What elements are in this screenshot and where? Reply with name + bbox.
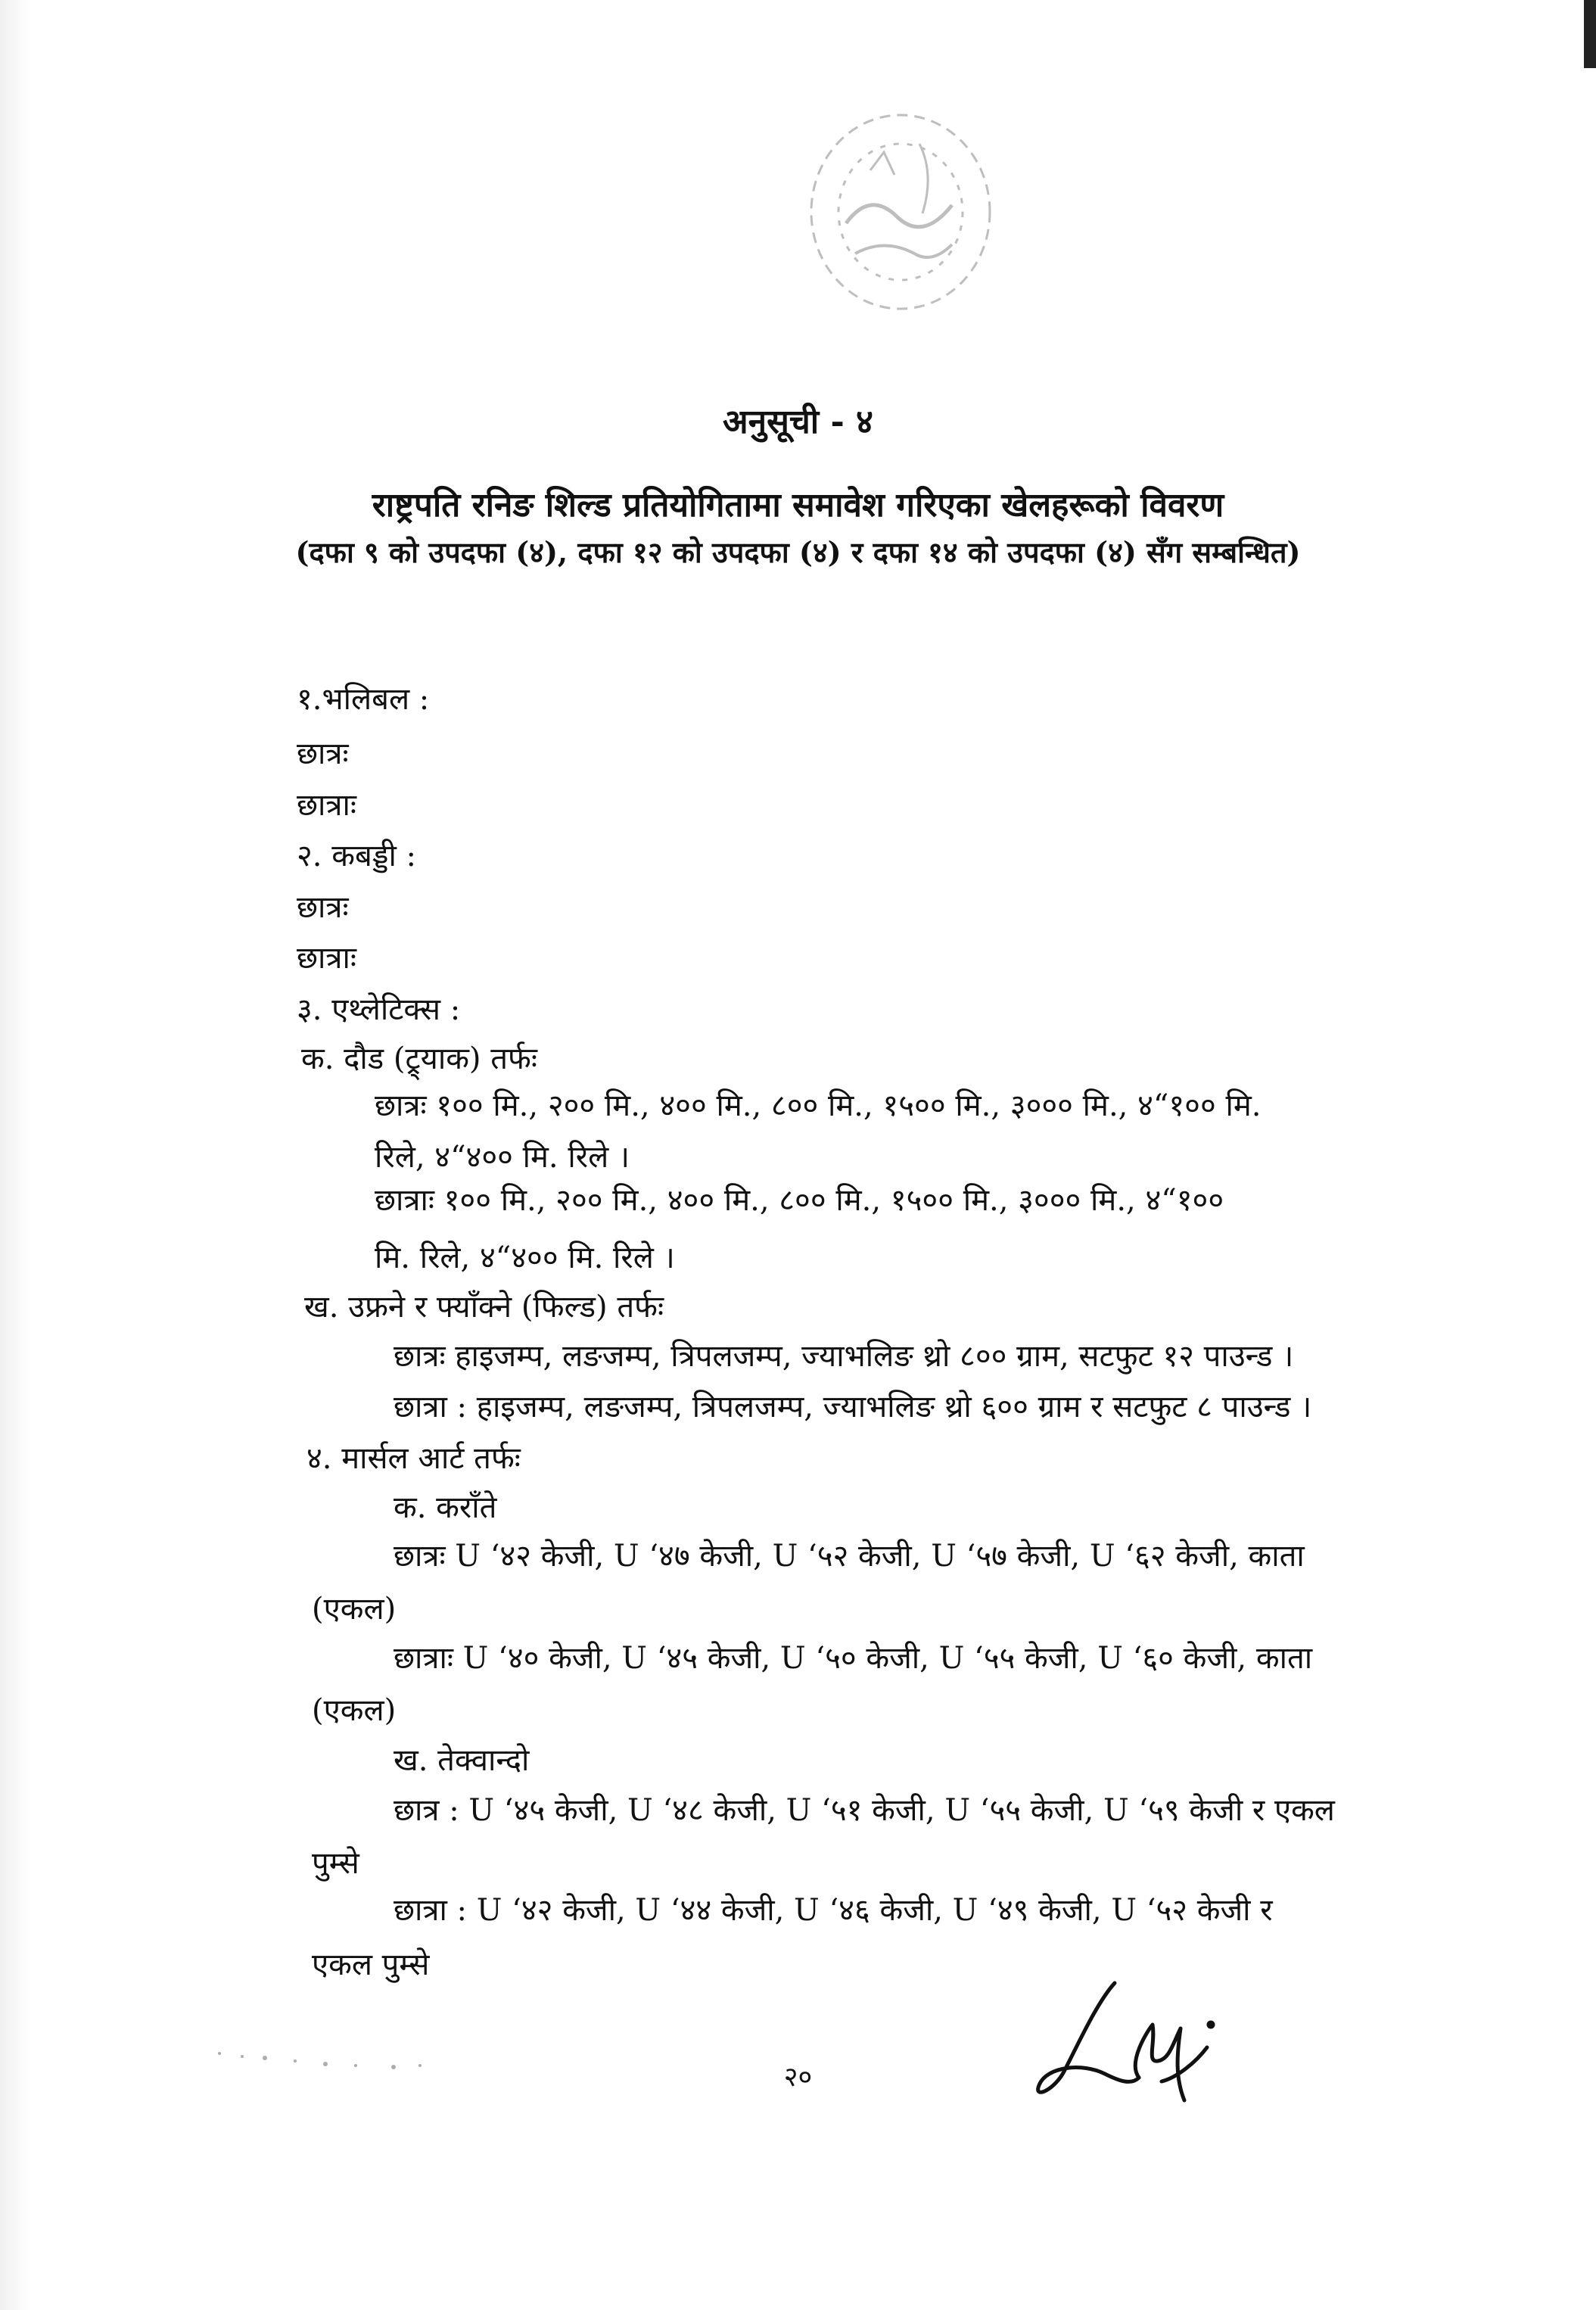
field-girls-events: छात्रा : हाइजम्प, लङजम्प, त्रिपलजम्प, ज्याभलिङ थ्रो ६०० ग्राम र सटफुट ८ पाउन्ड । [394,1390,1312,1424]
track-girls-events-cont: मि. रिले, ४“४०० मि. रिले । [375,1241,675,1275]
karate-boys-events-cont: (एकल) [312,1592,397,1627]
karate-girls-events-cont: (एकल) [312,1693,397,1728]
karate-girls-events: छात्राः U ‘४० केजी, U ‘४५ केजी, U ‘५० केजी, U ‘५५ केजी, U ‘६० केजी, काता [394,1641,1313,1676]
subsection-track: क. दौड (ट्र्याक) तर्फः [301,1041,537,1076]
girls-label: छात्राः [297,941,356,976]
subsection-field: ख. उफ्रने र फ्याँक्ने (फिल्ड) तर्फः [304,1290,664,1325]
page-number: २० [783,2062,813,2093]
field-boys-events: छात्रः हाइजम्प, लङजम्प, त्रिपलजम्प, ज्याभलिङ थ्रो ८०० ग्राम, सटफुट १२ पाउन्ड । [394,1339,1294,1374]
taekwondo-boys-events: छात्र : U ‘४५ केजी, U ‘४८ केजी, U ‘५१ केजी, U ‘५५ केजी, U ‘५९ केजी र एकल [394,1793,1335,1828]
section-volleyball: १.भलिबल : [297,682,430,717]
office-seal-stamp [787,98,1014,341]
section-athletics: ३. एथ्लेटिक्स : [297,992,461,1027]
scan-edge-mark [1584,0,1596,68]
track-boys-events-cont: रिले, ४“४०० मि. रिले । [375,1140,630,1175]
document-heading: राष्ट्रपति रनिङ शिल्ड प्रतियोगितामा समावेश गरिएका खेलहरूको विवरण [372,486,1224,525]
track-girls-events: छात्राः १०० मि., २०० मि., ४०० मि., ८०० मि., १५०० मि., ३००० मि., ४“१०० [375,1183,1224,1218]
girls-label: छात्राः [297,788,356,823]
taekwondo-boys-events-cont: पुम्से [312,1846,359,1881]
taekwondo-girls-events-cont: एकल पुम्से [312,1947,430,1982]
taekwondo-girls-events: छात्रा : U ‘४२ केजी, U ‘४४ केजी, U ‘४६ केजी, U ‘४९ केजी, U ‘५२ केजी र [394,1893,1273,1928]
boys-label: छात्रः [297,890,349,925]
subsection-karate: क. कराँते [394,1490,497,1525]
subsection-taekwondo: ख. तेक्वान्दो [394,1743,530,1778]
scan-edge-shadow [0,0,30,2310]
section-martial-arts: ४. मार्सल आर्ट तर्फः [306,1441,521,1476]
section-kabaddi: २. कबड्डी : [297,839,417,873]
boys-label: छात्रः [297,736,349,771]
document-subheading: (दफा ९ को उपदफा (४), दफा १२ को उपदफा (४) र दफा १४ को उपदफा (४) सँग सम्बन्धित) [295,535,1301,569]
track-boys-events: छात्रः १०० मि., २०० मि., ४०० मि., ८०० मि., १५०० मि., ३००० मि., ४“१०० मि. [375,1088,1262,1123]
annex-title: अनुसूची - ४ [723,403,873,441]
karate-boys-events: छात्रः U ‘४२ केजी, U ‘४७ केजी, U ‘५२ केजी, U ‘५७ केजी, U ‘६२ केजी, काता [394,1539,1305,1574]
